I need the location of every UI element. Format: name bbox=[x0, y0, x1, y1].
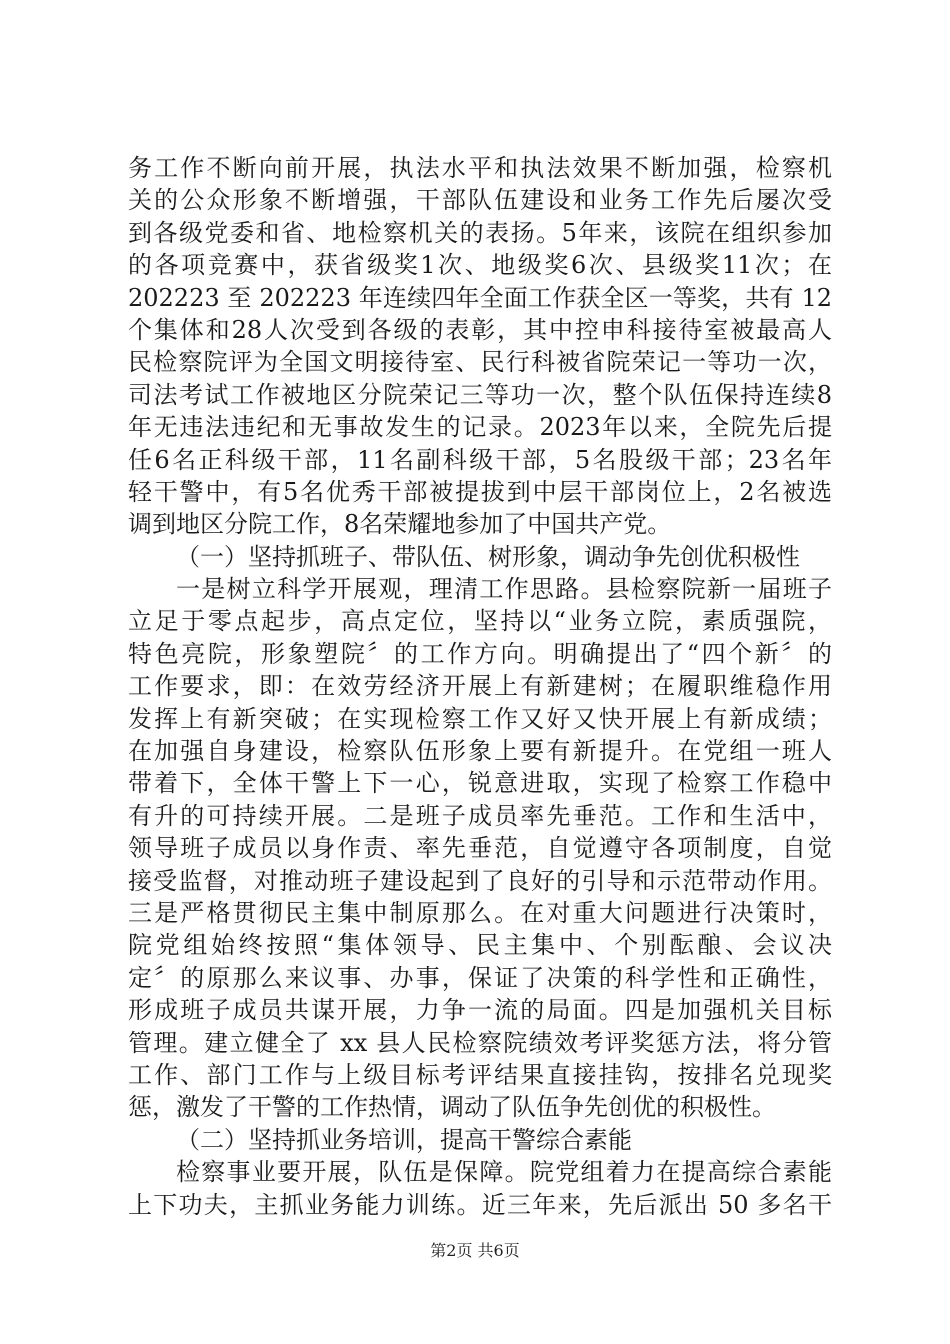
text-line: 在加强自身建设，检察队伍形象上要有新提升。在党组一班人 bbox=[128, 737, 832, 766]
text-line: 关的公众形象不断增强，干部队伍建设和业务工作先后屡次受 bbox=[128, 186, 832, 215]
text-line: 年无违法违纪和无事故发生的记录。2023年以来，全院先后提 bbox=[128, 413, 832, 442]
paragraph-training bbox=[128, 1156, 832, 1221]
text-line: 管理。建立健全了 xx 县人民检察院绩效考评奖惩方法，将分管 bbox=[128, 1028, 832, 1057]
text-line: 到各级党委和省、地检察机关的表扬。5年来，该院在组织参加 bbox=[128, 218, 832, 247]
heading-text: （二）坚持抓业务培训，提高干警综合素能 bbox=[176, 1125, 632, 1154]
document-body bbox=[128, 152, 832, 1221]
text-line: 民检察院评为全国文明接待室、民行科被省院荣记一等功一次， bbox=[128, 348, 832, 377]
text-line: 特色亮院，形象塑院〞的工作方向。明确提出了“四个新〞的 bbox=[128, 639, 832, 668]
text-line: 立足于零点起步，高点定位，坚持以“业务立院，素质强院， bbox=[128, 607, 832, 636]
text-line: 带着下，全体干警上下一心，锐意进取，实现了检察工作稳中 bbox=[128, 769, 832, 798]
text-line: 一是树立科学开展观，理清工作思路。县检察院新一届班子 bbox=[176, 575, 832, 604]
paragraph-leadership bbox=[128, 573, 832, 1124]
paragraph-continuation bbox=[128, 152, 832, 541]
text-line: 形成班子成员共谋开展，力争一流的局面。四是加强机关目标 bbox=[128, 996, 832, 1025]
page-footer bbox=[0, 1240, 950, 1262]
text-line: 领导班子成员以身作责、率先垂范，自觉遵守各项制度，自觉 bbox=[128, 834, 832, 863]
section-heading-1 bbox=[128, 541, 832, 573]
text-line: 院党组始终按照“集体领导、民主集中、个别酝酿、会议决 bbox=[128, 931, 832, 960]
text-line: 的各项竞赛中，获省级奖1次、地级奖6次、县级奖11次；在 bbox=[128, 251, 832, 280]
text-line: 上下功夫，主抓业务能力训练。近三年来，先后派出 50 多名干 bbox=[128, 1190, 832, 1219]
text-line: 司法考试工作被地区分院荣记三等功一次，整个队伍保持连续8 bbox=[128, 380, 832, 409]
text-line: 定〞的原那么来议事、办事，保证了决策的科学性和正确性， bbox=[128, 963, 832, 992]
text-line: 务工作不断向前开展，执法水平和执法效果不断加强，检察机 bbox=[128, 154, 832, 182]
text-line: 检察事业要开展，队伍是保障。院党组着力在提高综合素能 bbox=[176, 1158, 832, 1187]
text-line: 202223 至 202223 年连续四年全面工作获全区一等奖，共有 12 bbox=[128, 283, 832, 312]
page-number: 第2页 共6页 bbox=[430, 1241, 520, 1260]
text-line: 有升的可持续开展。二是班子成员率先垂范。工作和生活中， bbox=[128, 801, 832, 830]
text-line: 调到地区分院工作，8名荣耀地参加了中国共产党。 bbox=[128, 510, 672, 539]
section-heading-2 bbox=[128, 1124, 832, 1156]
heading-text: （一）坚持抓班子、带队伍、树形象，调动争先创优积极性 bbox=[176, 542, 800, 571]
text-line: 发挥上有新突破；在实现检察工作又好又快开展上有新成绩； bbox=[128, 704, 832, 733]
text-line: 工作、部门工作与上级目标考评结果直接挂钩，按排名兑现奖 bbox=[128, 1060, 832, 1089]
text-line: 接受监督，对推动班子建设起到了良好的引导和示范带动作用。 bbox=[128, 866, 832, 895]
text-line: 三是严格贯彻民主集中制原那么。在对重大问题进行决策时， bbox=[128, 898, 832, 927]
text-line: 任6名正科级干部，11名副科级干部，5名股级干部；23名年 bbox=[128, 445, 832, 474]
text-line: 工作要求，即：在效劳经济开展上有新建树；在履职维稳作用 bbox=[128, 672, 832, 701]
text-line: 个集体和28人次受到各级的表彰，其中控申科接待室被最高人 bbox=[128, 315, 832, 344]
text-line: 轻干警中，有5名优秀干部被提拔到中层干部岗位上，2名被选 bbox=[128, 477, 832, 506]
text-line: 惩，激发了干警的工作热情，调动了队伍争先创优的积极性。 bbox=[128, 1093, 776, 1122]
